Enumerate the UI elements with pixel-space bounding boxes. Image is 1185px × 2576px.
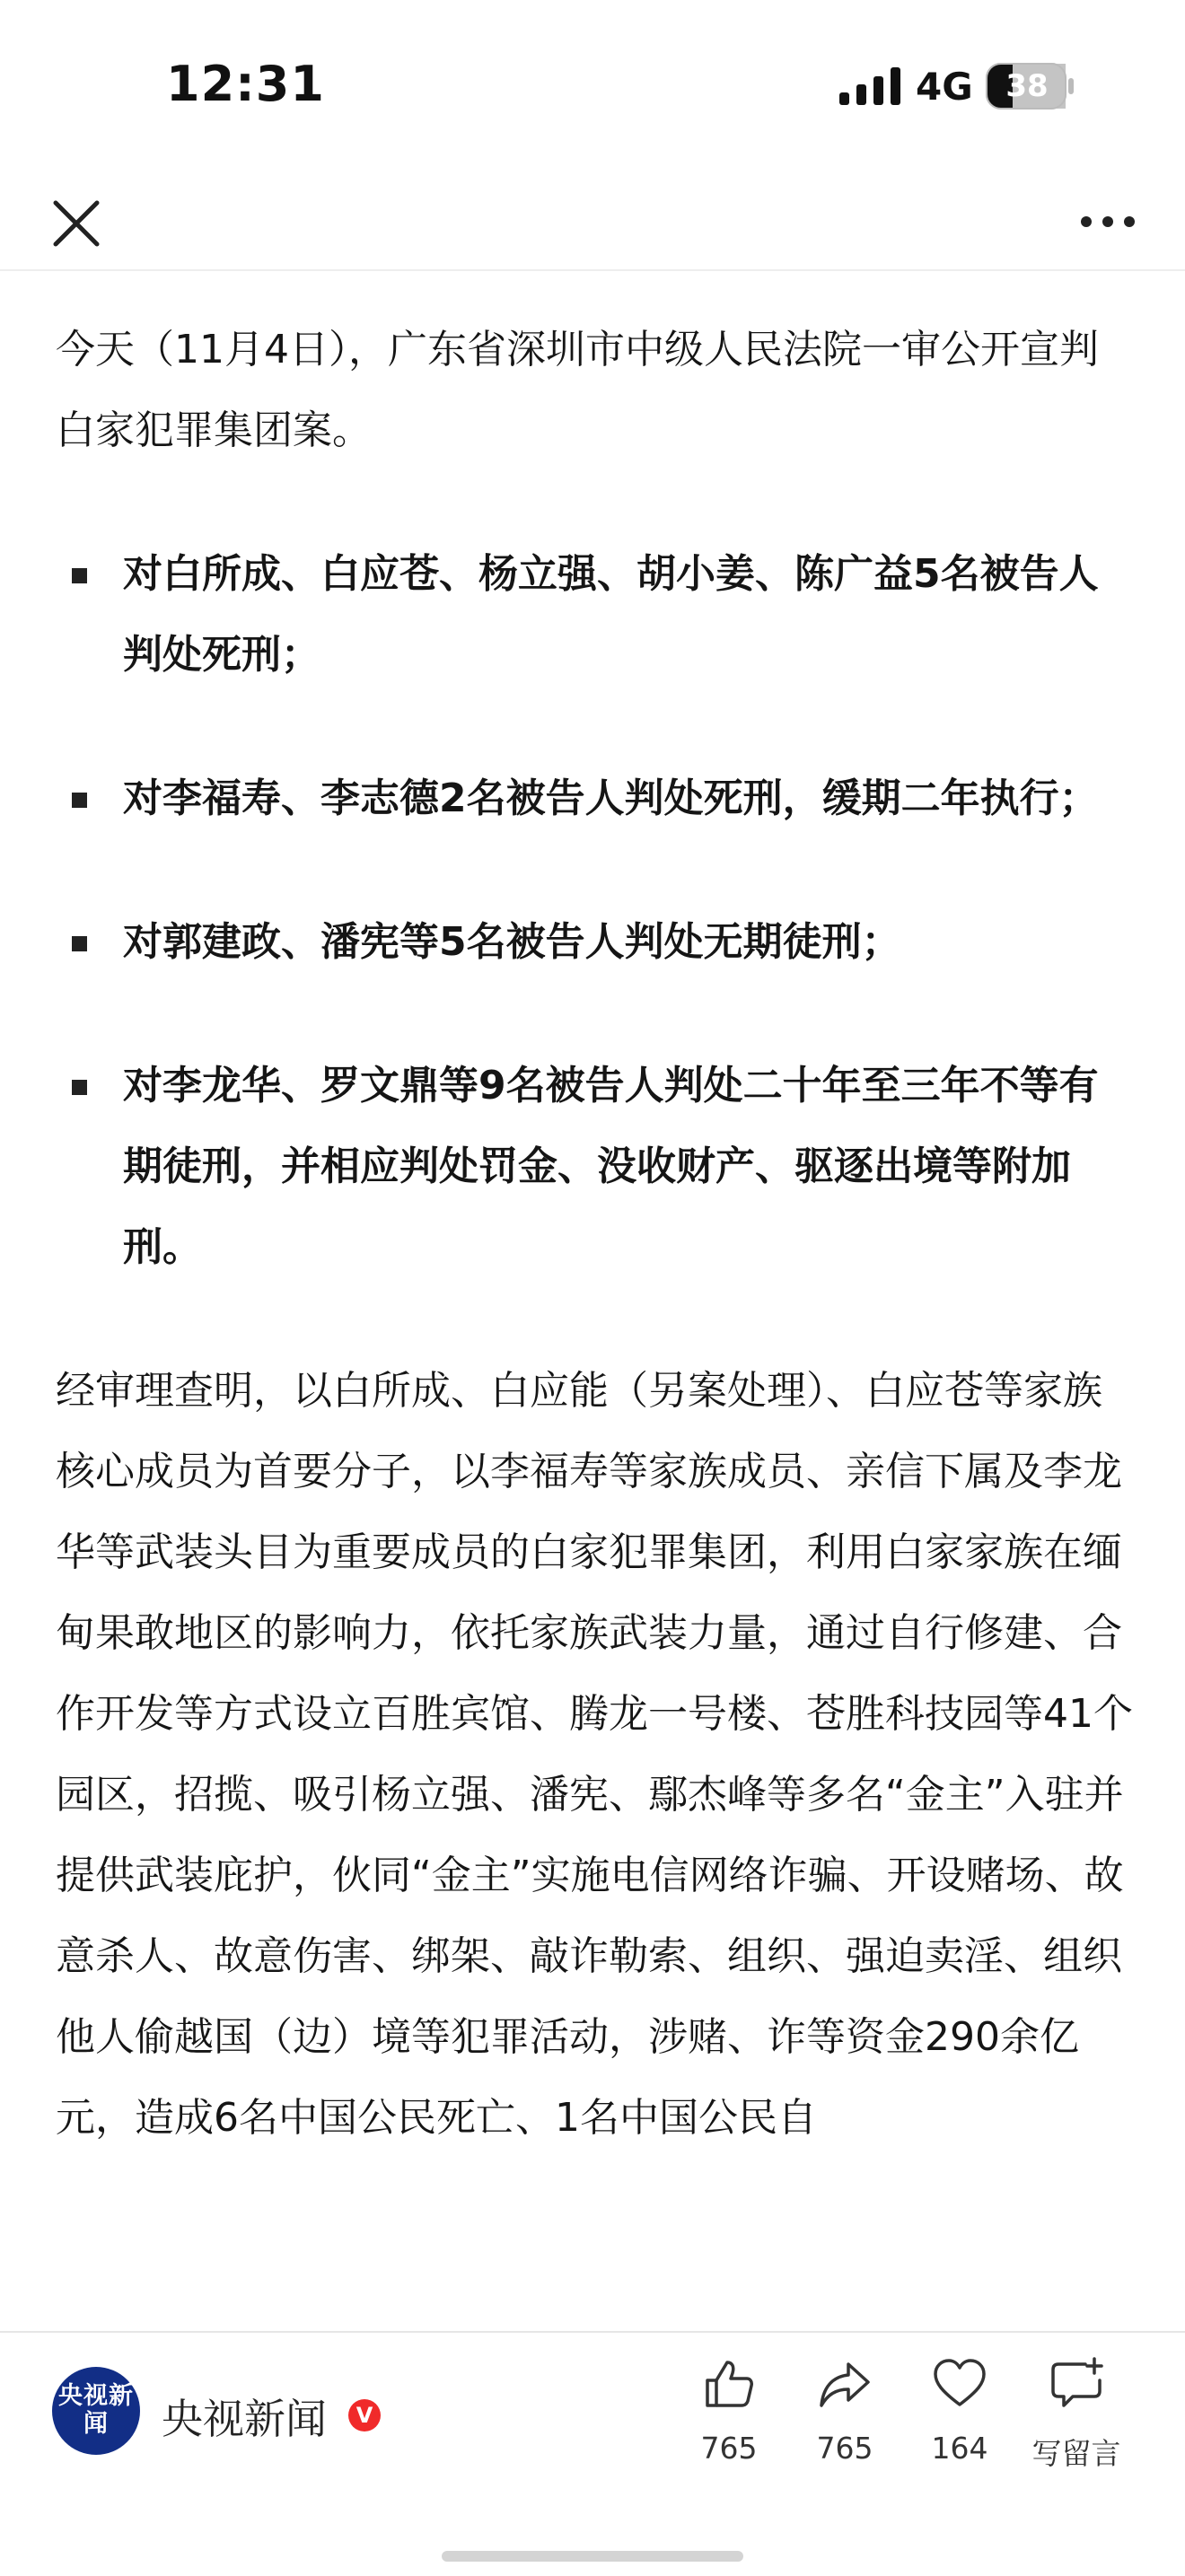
article-body <box>56 310 1133 2159</box>
favorite-button[interactable] <box>901 2355 1018 2490</box>
publisher-avatar[interactable]: 央视新闻 <box>52 2367 140 2455</box>
verdict-item <box>56 1046 1133 1288</box>
publisher-name[interactable]: 央视新闻 <box>162 2395 327 2443</box>
verdict-item <box>56 534 1133 696</box>
cellular-signal-icon <box>839 67 902 105</box>
favorite-count: 164 <box>931 2431 988 2466</box>
bullet-marker <box>72 793 87 808</box>
more-icon <box>1070 184 1146 259</box>
status-bar <box>0 0 1185 171</box>
battery-level: 38 <box>1005 68 1049 104</box>
article-intro-paragraph: 今天（11月4日），广东省深圳市中级人民法院一审公开宣判白家犯罪集团案。 <box>56 327 1099 453</box>
bullet-marker <box>72 568 87 583</box>
verdict-item-text: 对李龙华、罗文鼎等9名被告人判处二十年至三年不等有期徒刑，并相应判处罚金、没收财产、驱逐出境等附加刑。 <box>123 1063 1099 1270</box>
verified-badge: V <box>348 2399 381 2431</box>
bottom-action-bar <box>0 2331 1185 2576</box>
thumbs-up-icon <box>700 2355 758 2413</box>
home-indicator[interactable] <box>442 2551 743 2562</box>
verdict-item-text: 对郭建政、潘宪等5名被告人判处无期徒刑； <box>123 919 901 965</box>
bullet-marker <box>72 936 87 951</box>
verdict-list <box>56 534 1133 1288</box>
share-count: 765 <box>816 2431 873 2466</box>
more-options-button[interactable] <box>1070 184 1146 259</box>
top-nav-bar <box>0 171 1185 271</box>
verdict-item-text: 对白所成、白应苍、杨立强、胡小姜、陈广益5名被告人判处死刑； <box>123 551 1099 678</box>
article-body-paragraph: 经审理查明，以白所成、白应能（另案处理）、白应苍等家族核心成员为首要分子，以李福寿等家族成员、亲信下属及李龙华等武装头目为重要成员的白家犯罪集团，利用白家家族在缅甸果敢地区的影响力，依托家族武装力量，通过自行修建、合作开发等方式设立百胜宾馆、腾龙一号楼、苍胜科技园等41个园区，招揽、吸引杨立强、潘宪、鄢杰峰等多名“金主”入驻并提供武装庇护，伙同“金主”实施电信网络诈骗、开设赌场、故意杀人、故意伤害、绑架、敲诈勒索、组织、强迫卖淫、组织他人偷越国（边）境等犯罪活动，涉赌、诈等资金290余亿元，造成6名中国公民死亡、1名中国公民自 <box>56 1368 1133 2141</box>
verdict-item <box>56 758 1133 839</box>
bullet-marker <box>72 1080 87 1095</box>
verdict-item-text: 对李福寿、李志德2名被告人判处死刑，缓期二年执行； <box>123 775 1099 821</box>
close-icon <box>47 181 106 262</box>
like-button[interactable] <box>671 2355 787 2490</box>
verdict-item <box>56 902 1133 983</box>
network-type-label: 4G <box>916 65 973 109</box>
close-button[interactable] <box>47 181 106 262</box>
share-button[interactable] <box>786 2355 903 2490</box>
write-comment-label: 写留言 <box>1031 2436 1121 2471</box>
heart-icon <box>931 2355 988 2413</box>
like-count: 765 <box>700 2431 758 2466</box>
write-comment-button[interactable] <box>1018 2355 1135 2490</box>
status-time: 12:31 <box>166 56 325 112</box>
comment-add-icon <box>1048 2355 1105 2413</box>
share-arrow-icon <box>816 2355 873 2413</box>
